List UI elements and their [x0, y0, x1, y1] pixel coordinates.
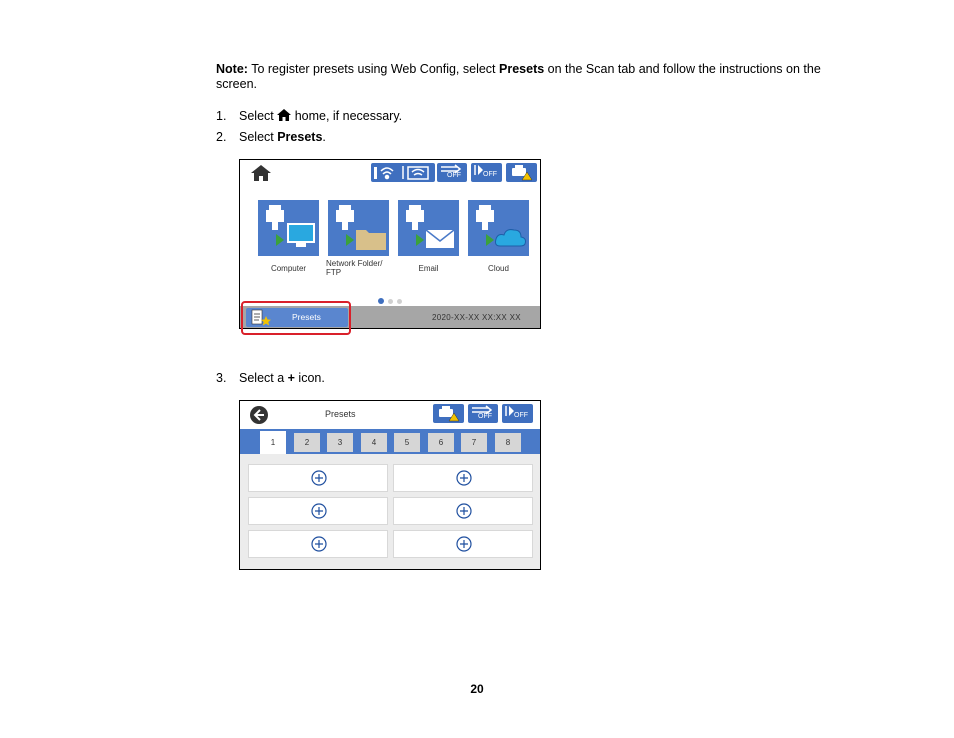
step-1-number: 1.: [216, 109, 227, 123]
add-preset-button[interactable]: [248, 530, 388, 558]
wifi-icon: [374, 166, 428, 179]
off-label: OFF: [447, 172, 461, 179]
datetime-display: 2020-XX-XX XX:XX XX: [432, 313, 521, 322]
step-3-number: 3.: [216, 371, 227, 385]
tab-8[interactable]: 8: [495, 433, 521, 452]
add-preset-button[interactable]: [393, 497, 533, 525]
scan-off-box[interactable]: [468, 404, 498, 423]
page-dot[interactable]: [388, 299, 393, 304]
computer-label: Computer: [270, 264, 307, 273]
page-dot[interactable]: [397, 299, 402, 304]
tab-2[interactable]: 2: [294, 433, 320, 452]
printer-warning-box[interactable]: [433, 404, 464, 423]
back-icon[interactable]: [249, 405, 269, 430]
home-icon[interactable]: [251, 165, 271, 186]
plus-icon: [311, 536, 327, 552]
computer-icon: [258, 200, 319, 256]
tab-5[interactable]: 5: [394, 433, 420, 452]
step-3-text: Select a + icon.: [239, 371, 325, 385]
folder-icon: [328, 200, 389, 256]
email-tile[interactable]: [398, 200, 459, 256]
printer-icon: [439, 406, 453, 417]
note-label: Note:: [216, 62, 248, 76]
step-2-number: 2.: [216, 130, 227, 144]
plus-icon: [456, 536, 472, 552]
step-2-text: Select Presets.: [239, 130, 326, 144]
step-1-text: Select home, if necessary.: [239, 109, 403, 123]
presets-screen-screenshot: [239, 400, 541, 570]
home-icon: [277, 109, 291, 124]
page-number: 20: [470, 682, 484, 696]
computer-tile[interactable]: [258, 200, 319, 256]
off-label: OFF: [478, 413, 492, 420]
add-preset-button[interactable]: [393, 464, 533, 492]
cloud-label: Cloud: [488, 264, 509, 273]
add-preset-button[interactable]: [248, 464, 388, 492]
presets-highlight-box: [241, 301, 351, 335]
tab-6[interactable]: 6: [428, 433, 454, 452]
add-preset-button[interactable]: [248, 497, 388, 525]
cloud-tile[interactable]: [468, 200, 529, 256]
note-bold-presets: Presets: [499, 62, 545, 76]
plus-icon: [456, 503, 472, 519]
wifi-status-box[interactable]: [371, 163, 435, 182]
preset-grid: [240, 454, 540, 569]
note-paragraph: [216, 62, 826, 92]
tab-1[interactable]: 1: [260, 431, 286, 454]
quiet-off-box[interactable]: [502, 404, 533, 423]
network-folder-label: Network Folder/ FTP: [326, 259, 383, 277]
presets-button-label: Presets: [292, 312, 321, 322]
off-label: OFF: [514, 412, 528, 419]
tab-4[interactable]: 4: [361, 433, 387, 452]
printer-warning-box[interactable]: [506, 163, 537, 182]
plus-icon: [456, 470, 472, 486]
email-icon: [398, 200, 459, 256]
email-label: Email: [418, 264, 439, 273]
page-dot[interactable]: [378, 298, 384, 304]
home-screen-screenshot: [239, 159, 541, 329]
cloud-icon: [468, 200, 529, 256]
presets-title: Presets: [325, 409, 356, 419]
plus-icon: [311, 503, 327, 519]
printer-icon: [512, 165, 526, 176]
note-text-1: To register presets using Web Config, select: [247, 62, 500, 76]
quiet-off-box[interactable]: [471, 163, 502, 182]
off-label: OFF: [483, 171, 497, 178]
add-preset-button[interactable]: [393, 530, 533, 558]
plus-icon: [311, 470, 327, 486]
tab-3[interactable]: 3: [327, 433, 353, 452]
tab-7[interactable]: 7: [461, 433, 487, 452]
note-text-2: on the Scan tab and follow the instructions on the screen.: [216, 62, 821, 91]
network-folder-tile[interactable]: [328, 200, 389, 256]
scan-off-box[interactable]: [437, 163, 467, 182]
